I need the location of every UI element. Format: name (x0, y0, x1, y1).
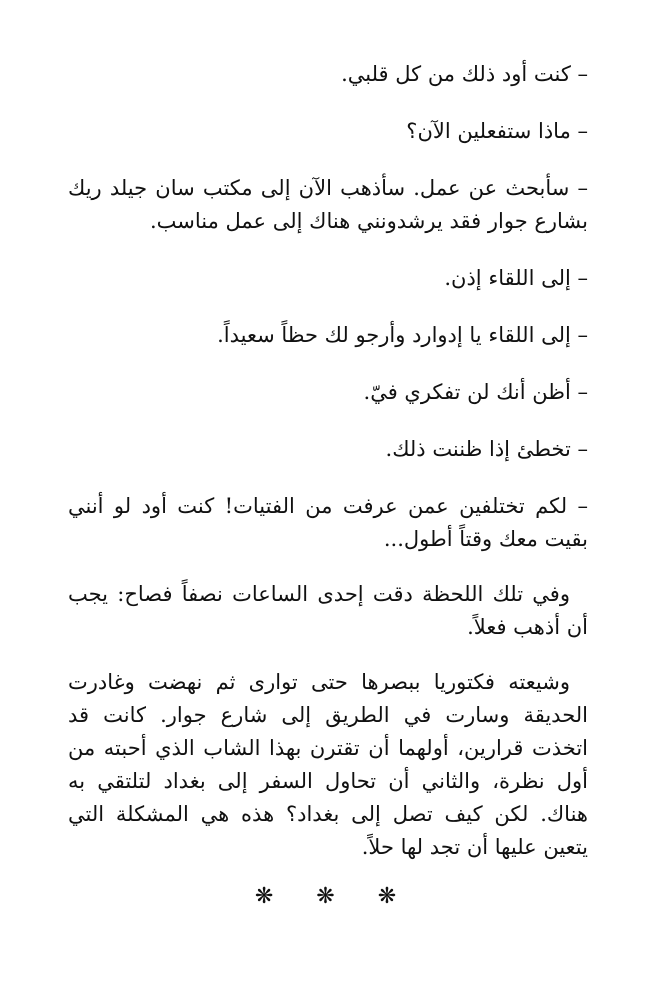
narration-paragraph-2: وشيعته فكتوريا ببصرها حتى توارى ثم نهضت وغادرت الحديقة وسارت في الطريق إلى شارع جوار. كانت قد اتخذت قرارين، أولهما أن تقترن بهذا الشاب الذي أحبته من أول نظرة، والثاني أن تحاول السفر إلى بغداد لتلتقي به هناك. لكن كيف تصل إلى بغداد؟ هذه هي المشكلة التي يتعين عليها أن تجد لها حلاً. (68, 670, 588, 859)
dialogue-line-3: – سأبحث عن عمل. سأذهب الآن إلى مكتب سان جيلد ريك بشارع جوار فقد يرشدونني هناك إلى عمل مناسب. (68, 176, 588, 233)
dialogue-line-6: – أظن أنك لن تفكري فيّ. (363, 380, 588, 404)
narration-paragraph-1: وفي تلك اللحظة دقت إحدى الساعات نصفاً فصاح: يجب أن أذهب فعلاً. (68, 582, 588, 639)
section-separator: ❋ ❋ ❋ (254, 884, 415, 909)
dialogue-line-1: – كنت أود ذلك من كل قلبي. (341, 62, 588, 86)
dialogue-line-4: – إلى اللقاء إذن. (444, 266, 588, 290)
dialogue-line-8: – لكم تختلفين عمن عرفت من الفتيات! كنت أود لو أنني بقيت معك وقتاً أطول... (68, 494, 588, 551)
dialogue-line-2: – ماذا ستفعلين الآن؟ (406, 119, 588, 143)
dialogue-line-5: – إلى اللقاء يا إدوارد وأرجو لك حظاً سعيداً. (217, 323, 588, 347)
book-page (68, 58, 588, 864)
dialogue-line-7: – تخطئ إذا ظننت ذلك. (385, 437, 588, 461)
